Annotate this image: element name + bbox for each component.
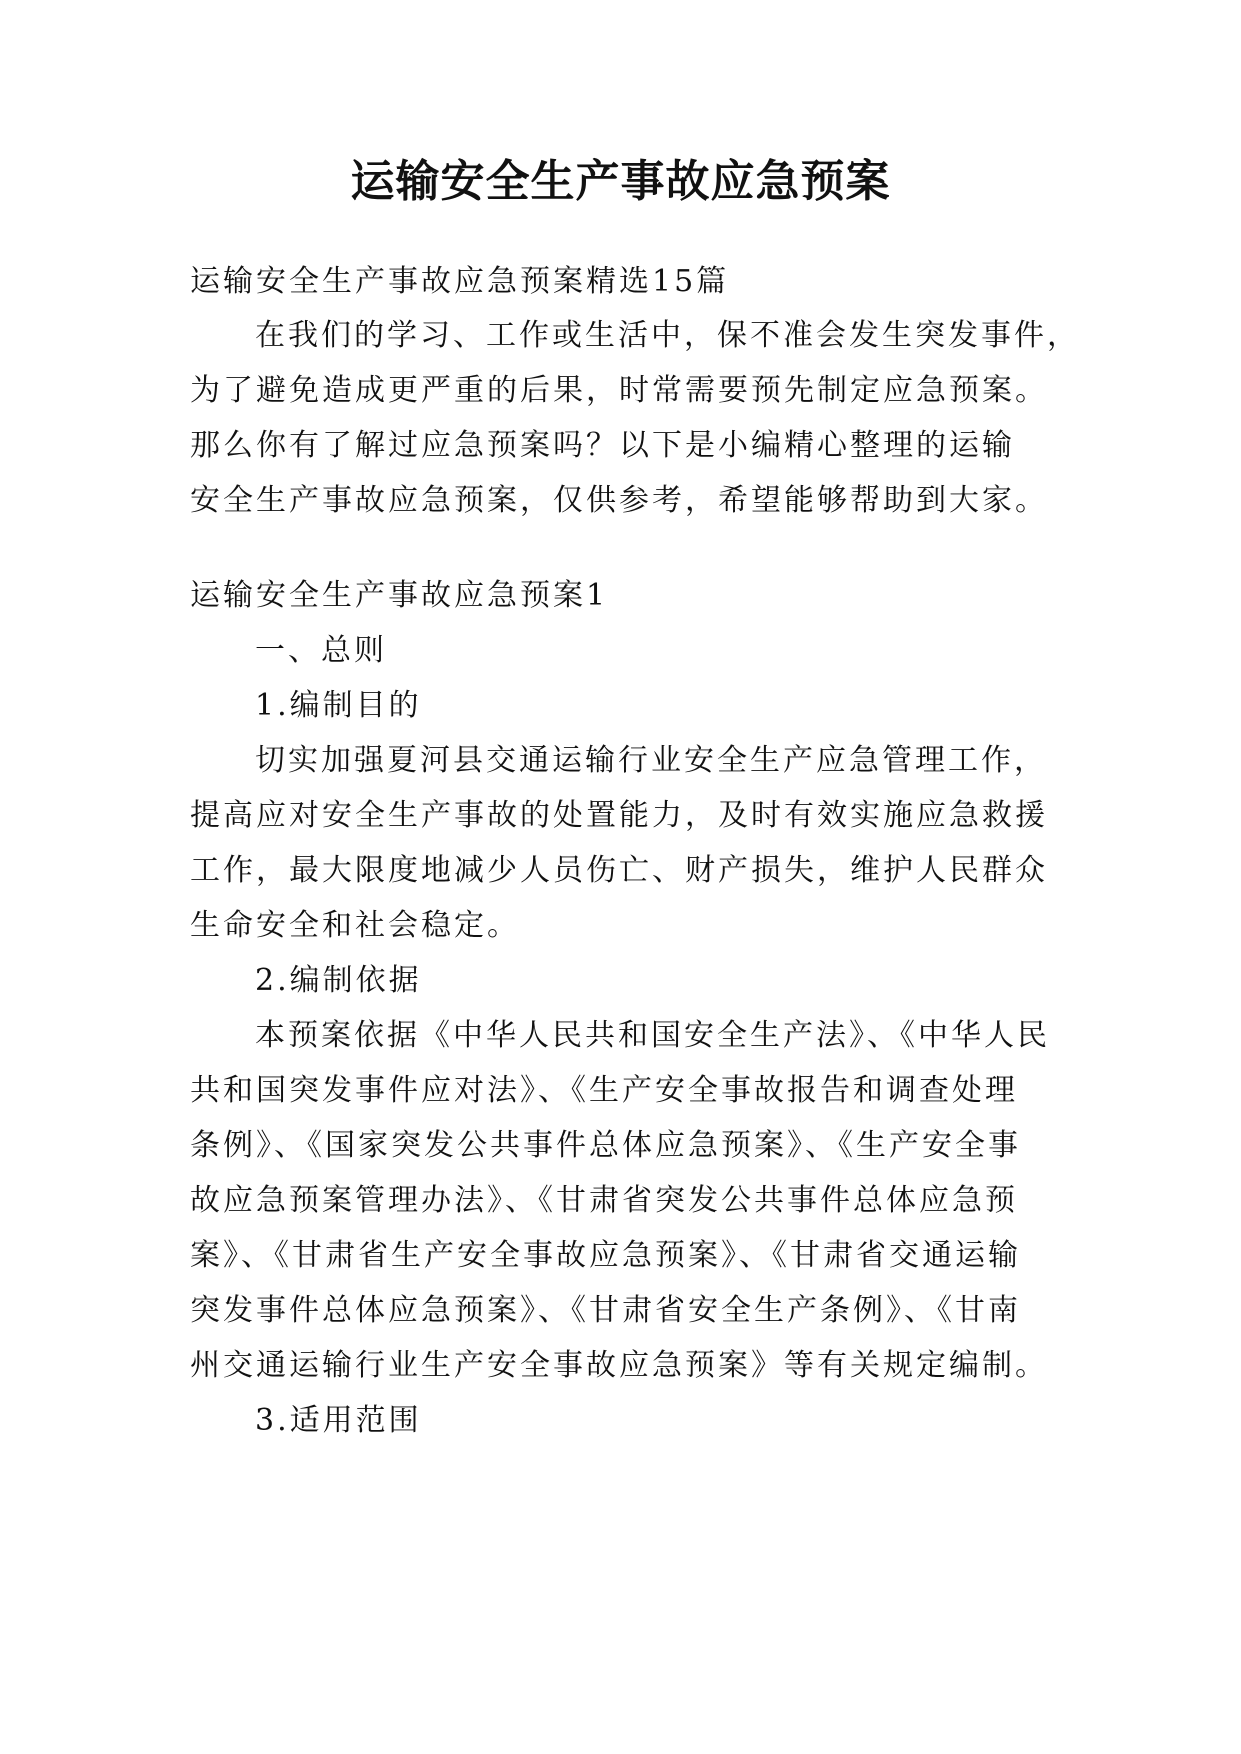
- intro-line: 那么你有了解过应急预案吗？以下是小编精心整理的运输: [190, 428, 1015, 463]
- body-line: 本预案依据《中华人民共和国安全生产法》、《中华人民: [255, 1018, 1050, 1053]
- body-line: 州交通运输行业生产安全事故应急预案》等有关规定编制。: [190, 1348, 1048, 1383]
- part-heading: 一、总则: [255, 633, 387, 668]
- body-line: 突发事件总体应急预案》、《甘肃省安全生产条例》、《甘南: [190, 1293, 1021, 1328]
- body-line: 切实加强夏河县交通运输行业安全生产应急管理工作，: [255, 743, 1047, 778]
- body-line: 案》、《甘肃省生产安全事故应急预案》、《甘肃省交通运输: [190, 1238, 1021, 1273]
- section-heading: 运输安全生产事故应急预案1: [190, 578, 609, 613]
- body-line: 共和国突发事件应对法》、《生产安全事故报告和调查处理: [190, 1073, 1018, 1108]
- intro-line: 安全生产事故应急预案，仅供参考，希望能够帮助到大家。: [190, 483, 1048, 518]
- body-line: 提高应对安全生产事故的处置能力，及时有效实施应急救援: [190, 798, 1048, 833]
- body-line: 条例》、《国家突发公共事件总体应急预案》、《生产安全事: [190, 1128, 1021, 1163]
- intro-line: 在我们的学习、工作或生活中，保不准会发生突发事件，: [255, 318, 1080, 353]
- item-heading: 3.适用范围: [255, 1403, 422, 1438]
- body-line: 生命安全和社会稳定。: [190, 908, 520, 943]
- body-line: 故应急预案管理办法》、《甘肃省突发公共事件总体应急预: [190, 1183, 1018, 1218]
- intro-line: 为了避免造成更严重的后果，时常需要预先制定应急预案。: [190, 373, 1048, 408]
- body-line: 工作，最大限度地减少人员伤亡、财产损失，维护人民群众: [190, 853, 1048, 888]
- document-subtitle: 运输安全生产事故应急预案精选15篇: [190, 264, 730, 299]
- document-title: 运输安全生产事故应急预案: [350, 156, 891, 207]
- item-heading: 2.编制依据: [255, 963, 422, 998]
- item-heading: 1.编制目的: [255, 688, 422, 723]
